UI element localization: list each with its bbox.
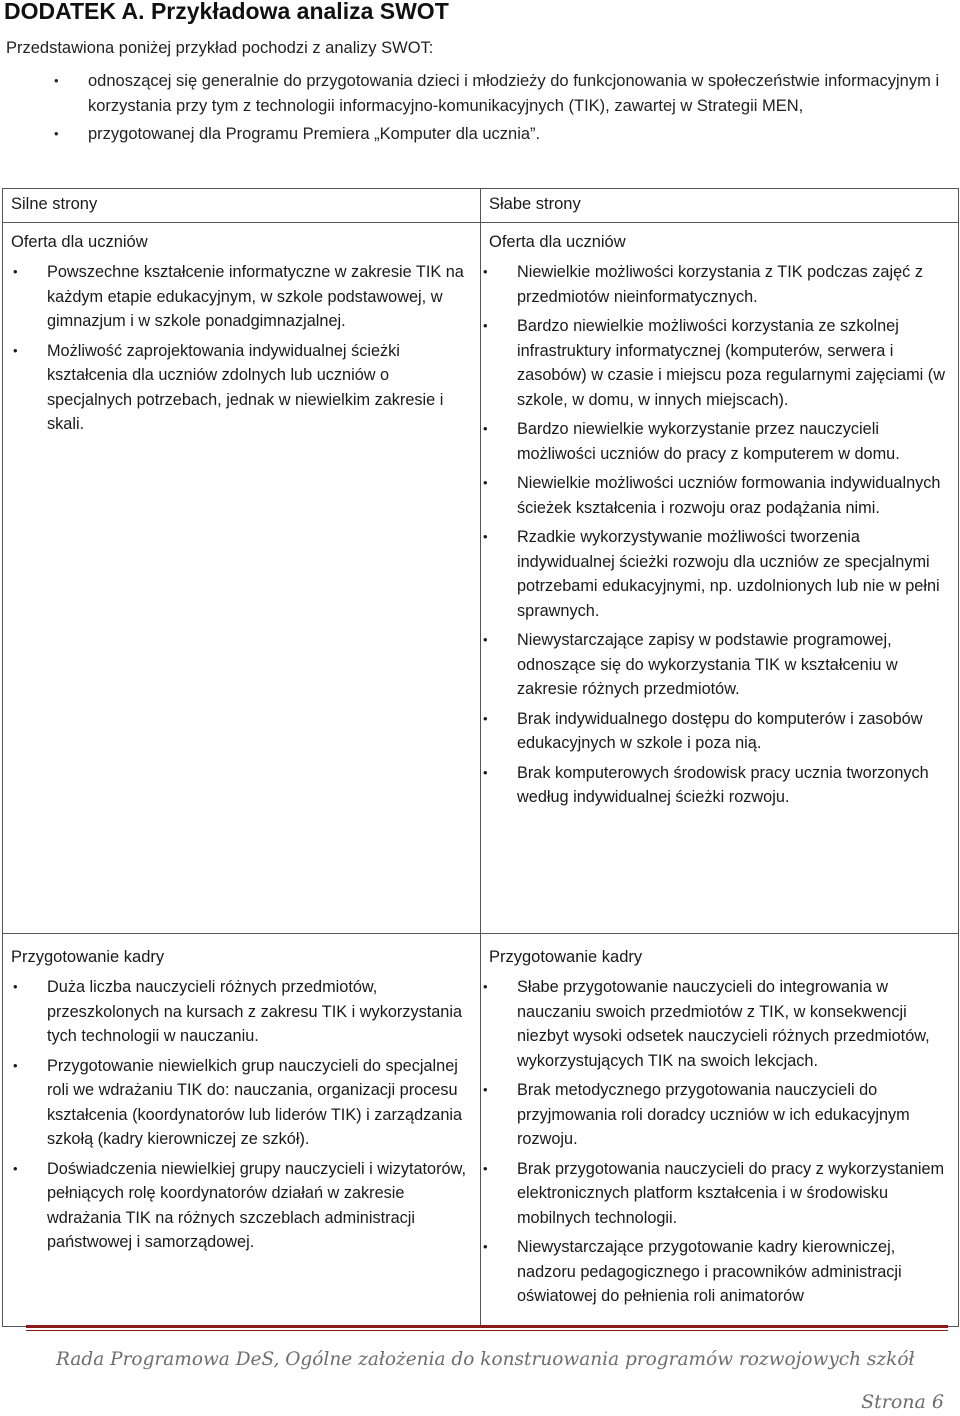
strengths-students-cell [3, 223, 481, 934]
strengths-header: Silne strony [3, 189, 481, 223]
bullet-icon: • [483, 1160, 488, 1176]
bullet-icon: • [54, 126, 59, 141]
intro-bullet-list [54, 69, 950, 151]
bullet-icon: • [483, 979, 488, 994]
bullet-icon: • [483, 1082, 488, 1097]
weaknesses-students-list [481, 260, 958, 810]
intro-paragraph: Przedstawiona poniżej przykład pochodzi z analizy SWOT: [6, 39, 434, 57]
list-item: • Niewystarczające zapisy w podstawie programowej, odnoszące się do wykorzystania TIK w kształceniu w zakresie różnych przedmiotów. [481, 628, 958, 702]
list-item: • Brak komputerowych środowisk pracy ucznia tworzonych według indywidualnej ścieżki rozwoju. [481, 761, 958, 810]
list-item: • Słabe przygotowanie nauczycieli do integrowania w nauczaniu swoich przedmiotów z TIK, w konsekwencji niezbyt wysoki odsetek nauczycieli różnych przedmiotów, wykorzystujących TIK na swoich lekcjach. [481, 975, 958, 1073]
bullet-icon: • [483, 1239, 488, 1254]
list-item: • Przygotowanie niewielkich grup nauczycieli do specjalnej roli we wdrażaniu TIK do: nauczania, organizacji procesu kształcenia (koordynatorów lub liderów TIK) i zarządzania szkołą (kadry kierowniczej ze szkół). [3, 1054, 480, 1152]
weaknesses-students-cell [481, 223, 959, 934]
list-item: • Bardzo niewielkie wykorzystanie przez nauczycieli możliwości uczniów do pracy z komputerem w domu. [481, 417, 958, 466]
bullet-icon: • [13, 1160, 18, 1176]
bullet-icon: • [13, 342, 18, 358]
weaknesses-staff-list [481, 975, 958, 1309]
list-item: • Brak metodycznego przygotowania nauczycieli do przyjmowania roli doradcy uczniów w ich edukacyjnym rozwoju. [481, 1078, 958, 1152]
list-item: • Niewielkie możliwości uczniów formowania indywidualnych ścieżek kształcenia i rozwoju oraz podążania nimi. [481, 471, 958, 520]
weaknesses-header: Słabe strony [481, 189, 959, 223]
list-item: • Bardzo niewielkie możliwości korzystania ze szkolnej infrastruktury informatycznej (komputerów, serwera i zasobów) w czasie i miejscu poza regularnymi zajęciami (w szkole, w domu, w innych miejscach). [481, 314, 958, 412]
bullet-icon: • [13, 979, 18, 994]
weaknesses-staff-cell [481, 934, 959, 1327]
list-item: • Niewielkie możliwości korzystania z TIK podczas zajęć z przedmiotów nieinformatycznych. [481, 260, 958, 309]
swot-table [2, 188, 959, 1327]
section-title: Oferta dla uczniów [11, 233, 148, 251]
list-item: • przygotowanej dla Programu Premiera „Komputer dla ucznia”. [54, 122, 950, 147]
list-item: • Rzadkie wykorzystywanie możliwości tworzenia indywidualnej ścieżki rozwoju dla uczniów ze specjalnymi potrzebami edukacyjnymi, np. uzdolnionych lub nie w pełni sprawnych. [481, 525, 958, 623]
bullet-icon: • [13, 1057, 18, 1073]
list-item: • Brak indywidualnego dostępu do komputerów i zasobów edukacyjnych w szkole i poza nią. [481, 707, 958, 756]
list-item: • Duża liczba nauczycieli różnych przedmiotów, przeszkolonych na kursach z zakresu TIK i wykorzystania tych technologii w nauczaniu. [3, 975, 480, 1049]
bullet-icon: • [483, 764, 488, 780]
strengths-staff-cell [3, 934, 481, 1327]
list-item: • Powszechne kształcenie informatyczne w zakresie TIK na każdym etapie edukacyjnym, w szkole podstawowej, w gimnazjum i w szkole ponadgimnazjalnej. [3, 260, 480, 334]
footer-text: Rada Programowa DeS, Ogólne założenia do konstruowania programów rozwojowych szkół [56, 1349, 915, 1370]
strengths-staff-list [3, 975, 480, 1255]
bullet-icon: • [13, 264, 18, 279]
bullet-icon: • [483, 475, 488, 490]
list-item: • Niewystarczające przygotowanie kadry kierowniczej, nadzoru pedagogicznego i pracowników administracji oświatowej do pełnienia roli animatorów [481, 1235, 958, 1309]
bullet-icon: • [483, 421, 488, 436]
bullet-icon: • [483, 632, 488, 647]
bullet-icon: • [483, 264, 488, 279]
list-item: • Możliwość zaprojektowania indywidualnej ścieżki kształcenia dla uczniów zdolnych lub uczniów o specjalnych potrzebach, jednak w niewielkim zakresie i skali. [3, 339, 480, 437]
section-title: Oferta dla uczniów [489, 233, 626, 251]
footer-divider-thin [26, 1330, 948, 1331]
bullet-icon: • [483, 318, 488, 333]
bullet-icon: • [54, 73, 59, 88]
strengths-students-list [3, 260, 480, 437]
page-title: DODATEK A. Przykładowa analiza SWOT [4, 0, 449, 24]
section-title: Przygotowanie kadry [11, 948, 165, 966]
list-item: • odnoszącej się generalnie do przygotowania dzieci i młodzieży do funkcjonowania w społeczeństwie informacyjnym i korzystania przy tym z technologii informacyjno-komunikacyjnych (TIK), zawartej w Strategii MEN, [54, 69, 950, 118]
list-item: • Doświadczenia niewielkiej grupy nauczycieli i wizytatorów, pełniących rolę koordynatorów działań w zakresie wdrażania TIK na różnych szczeblach administracji państwowej i samorządowej. [3, 1157, 480, 1255]
footer-divider [26, 1325, 948, 1328]
list-item: • Brak przygotowania nauczycieli do pracy z wykorzystaniem elektronicznych platform kształcenia i w środowisku mobilnych technologii. [481, 1157, 958, 1231]
bullet-icon: • [483, 529, 488, 544]
page-number: Strona 6 [861, 1391, 944, 1413]
section-title: Przygotowanie kadry [489, 948, 643, 966]
bullet-icon: • [483, 710, 488, 726]
